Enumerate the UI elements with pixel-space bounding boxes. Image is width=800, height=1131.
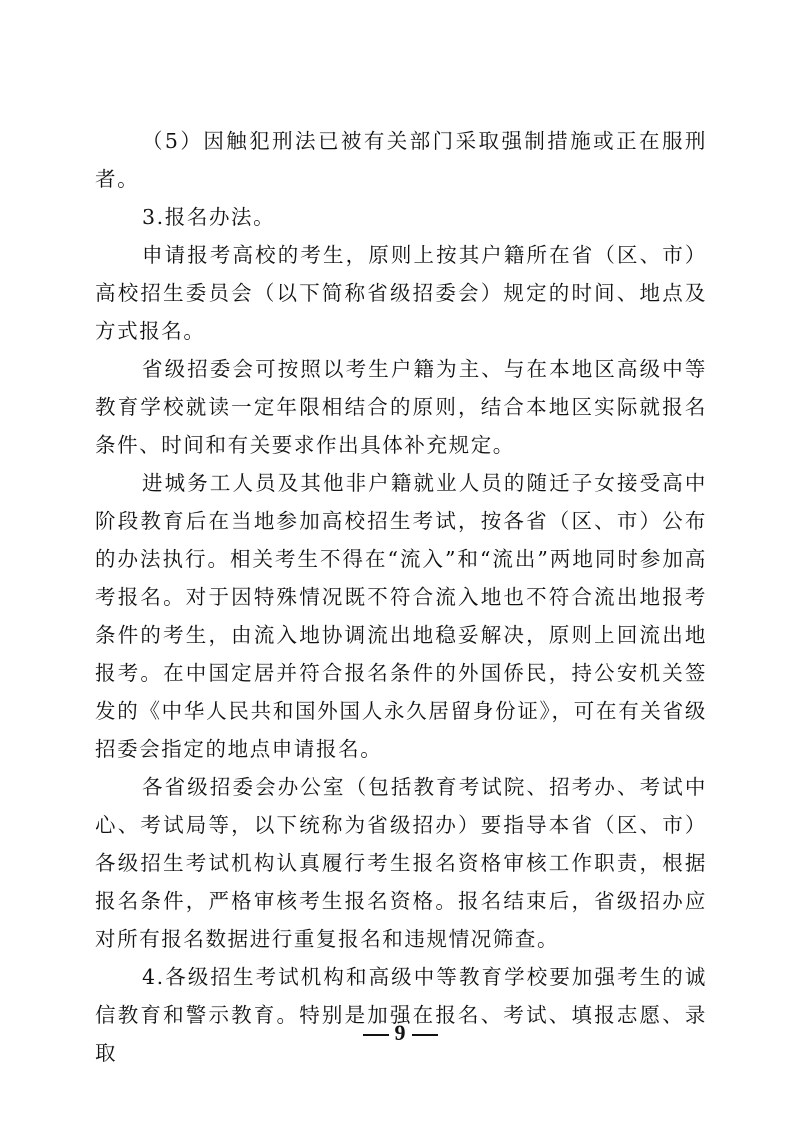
section-heading-registration: 3.报名办法。 <box>142 205 276 229</box>
left-dash <box>363 1034 389 1036</box>
right-dash <box>412 1034 438 1036</box>
page-footer <box>0 1018 800 1048</box>
paragraph-migrant-children: 进城务工人员及其他非户籍就业人员的随迁子女接受高中阶段教育后在当地参加高校招生考试，按各省（区、市）公布的办法执行。相关考生不得在“流入”和“流出”两地同时参加高考报名。对于因特殊情况既不符合流入地也不符合流出地报考条件的考生，由流入地协调流出地稳妥解决，原则上回流出地报考。在中国定居并符合报名条件的外国侨民，持公安机关签发的《中华人民共和国外国人永久居留身份证》，可在有关省级招委会指定的地点申请报名。 <box>95 471 707 761</box>
paragraph-item-5: （5）因触犯刑法已被有关部门采取强制措施或正在服刑者。 <box>95 129 707 191</box>
body-text <box>95 122 707 1072</box>
paragraph-integrity-education: 4.各级招生考试机构和高级中等教育学校要加强考生的诚信教育和警示教育。特别是加强在报名、考试、填报志愿、录取 <box>95 965 707 1065</box>
paragraph-provincial-rules: 省级招委会可按照以考生户籍为主、与在本地区高级中等教育学校就读一定年限相结合的原则，结合本地区实际就报名条件、时间和有关要求作出具体补充规定。 <box>95 357 707 457</box>
page-number: 9 <box>394 1020 406 1045</box>
paragraph-qualification-review: 各省级招委会办公室（包括教育考试院、招考办、考试中心、考试局等，以下统称为省级招办）要指导本省（区、市）各级招生考试机构认真履行考生报名资格审核工作职责，根据报名条件，严格审核考生报名资格。报名结束后，省级招办应对所有报名数据进行重复报名和违规情况筛查。 <box>95 775 707 951</box>
paragraph-registration-location: 申请报考高校的考生，原则上按其户籍所在省（区、市）高校招生委员会（以下简称省级招委会）规定的时间、地点及方式报名。 <box>95 243 707 343</box>
